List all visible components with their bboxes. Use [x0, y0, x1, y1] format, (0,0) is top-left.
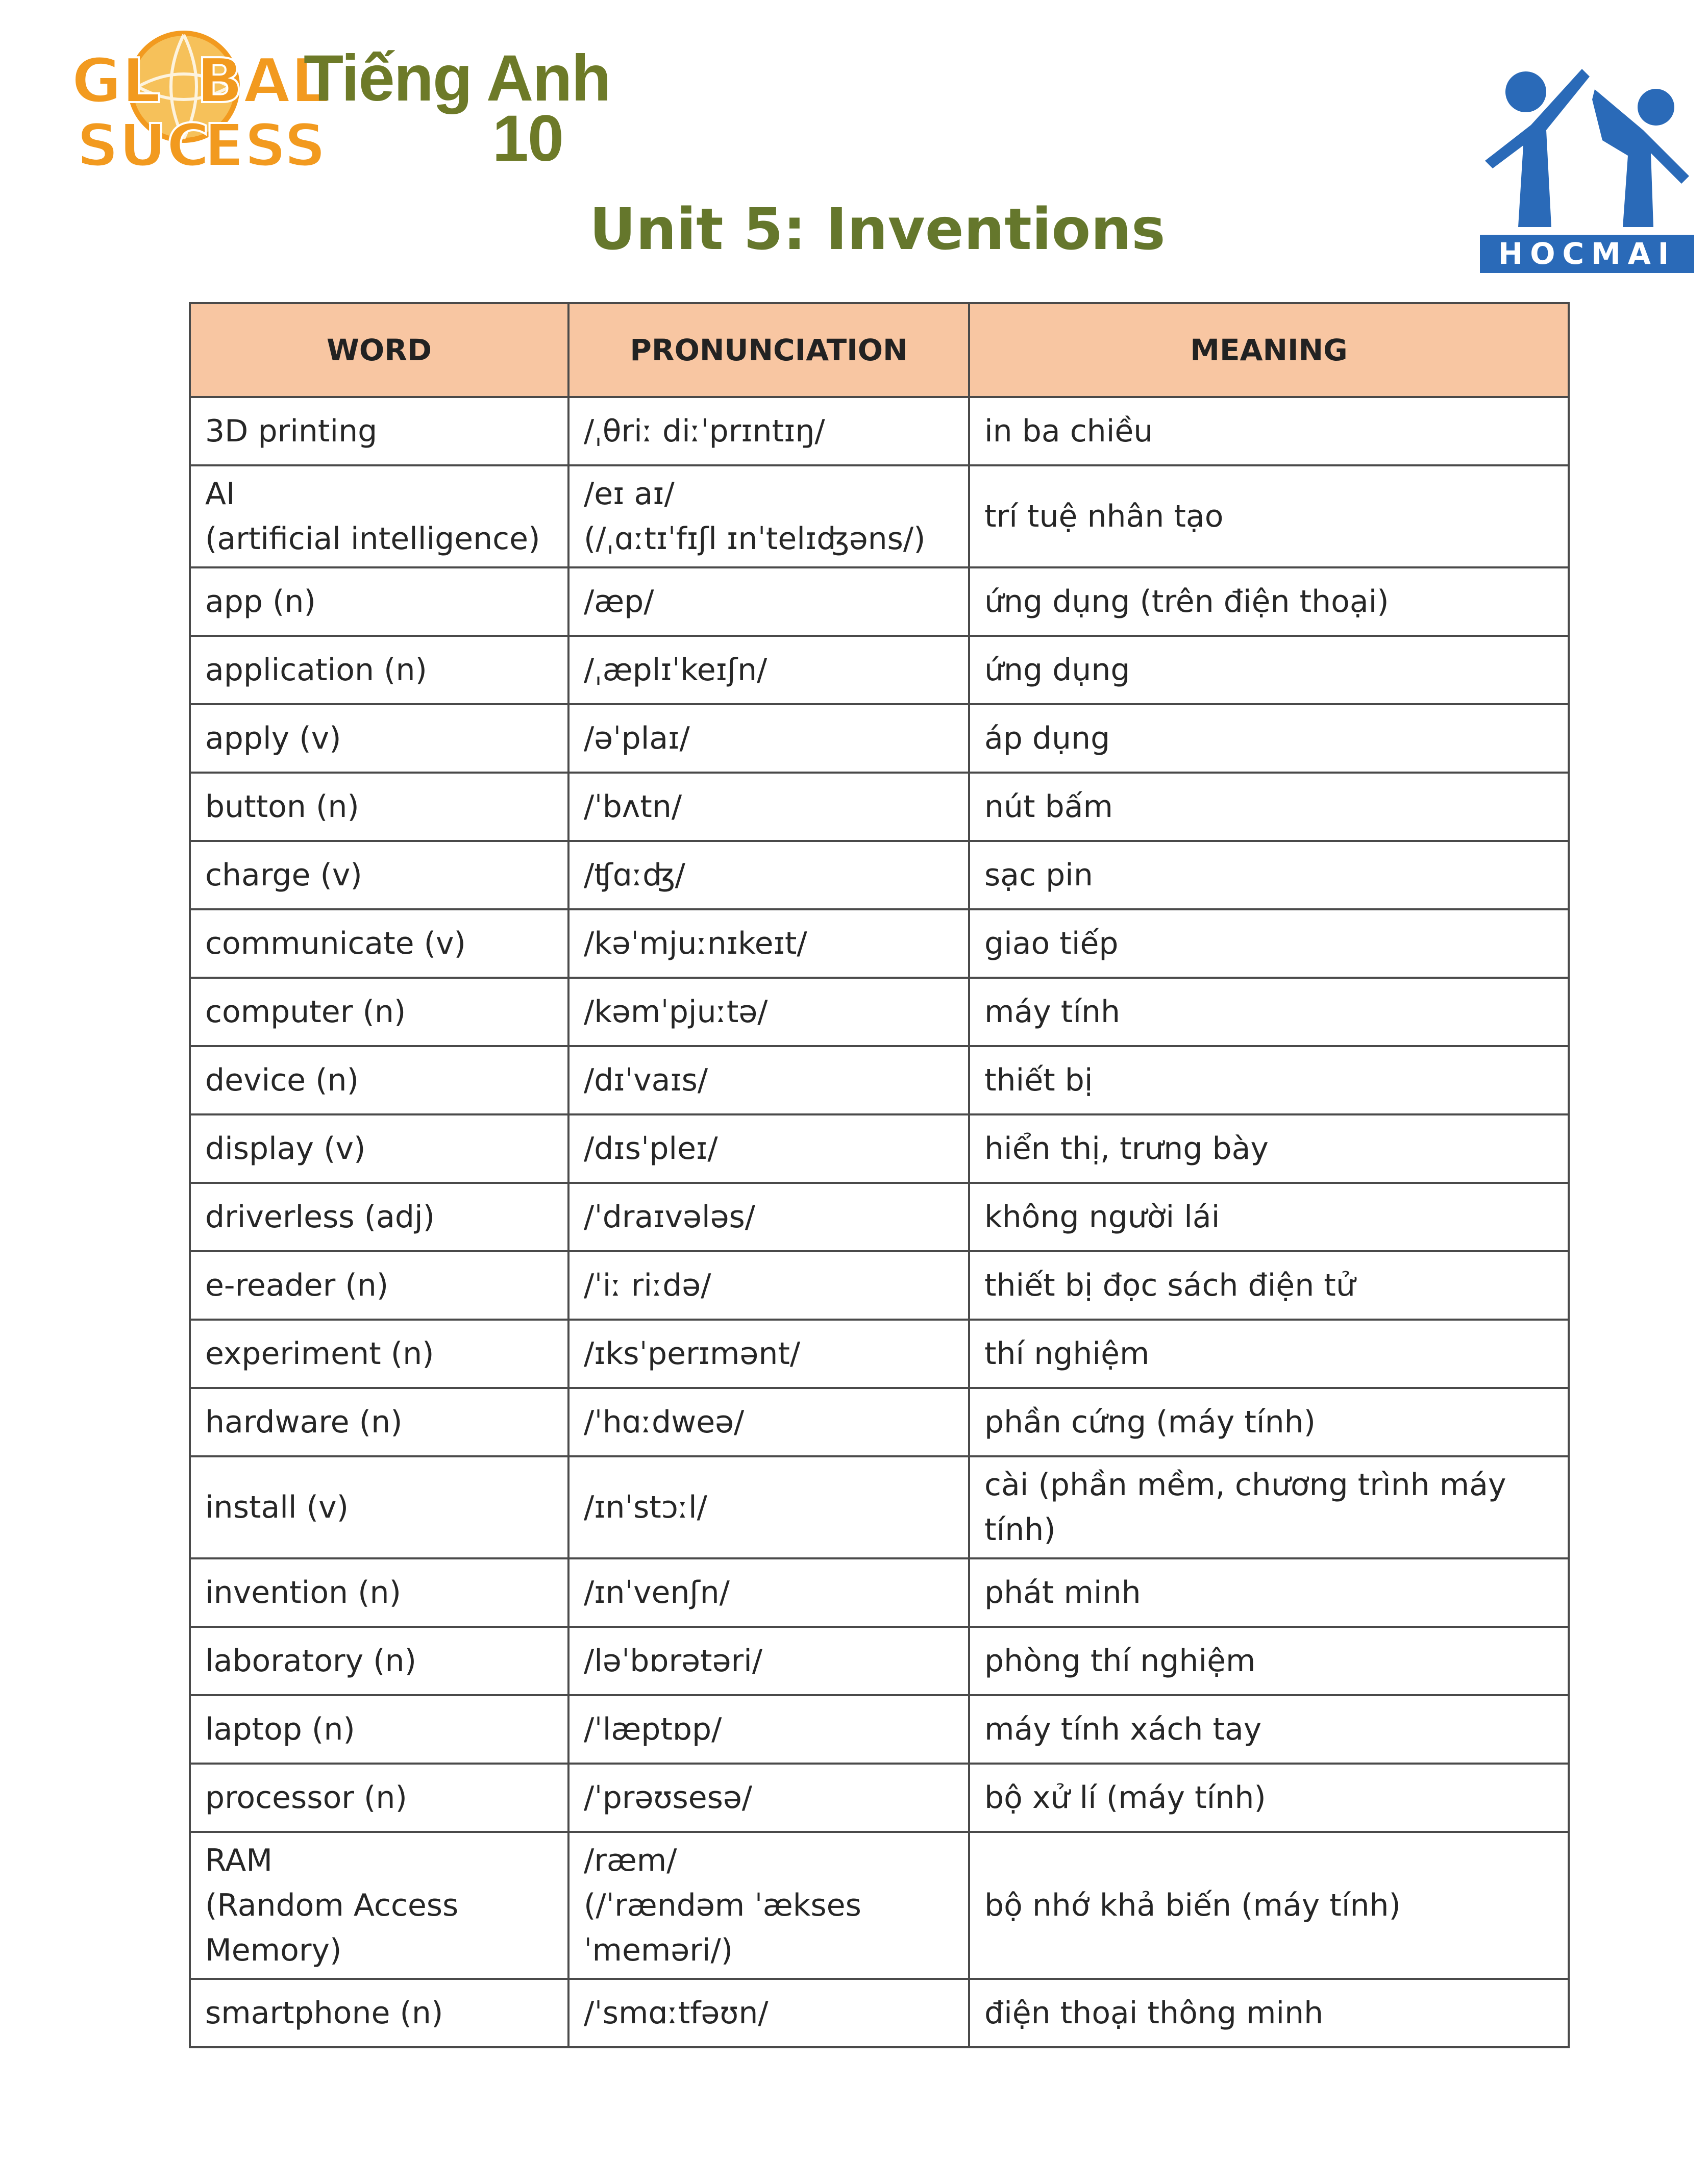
pronunciation-cell-line: /ˌæplɪˈkeɪʃn/ — [584, 652, 768, 688]
meaning-cell-line: ứng dụng — [984, 652, 1130, 688]
meaning-cell-line: ứng dụng (trên điện thoại) — [984, 584, 1389, 619]
word-cell-line: apply (v) — [205, 721, 341, 756]
meaning-cell-line: thí nghiệm — [984, 1336, 1150, 1372]
word-cell — [190, 1320, 568, 1388]
table-row — [190, 1320, 1569, 1388]
meaning-cell-line: thiết bị — [984, 1062, 1093, 1098]
table-row — [190, 841, 1569, 909]
vocabulary-table — [189, 302, 1570, 2048]
word-cell-line: device (n) — [205, 1062, 359, 1098]
pronunciation-cell — [568, 704, 969, 773]
word-cell-line: computer (n) — [205, 994, 406, 1030]
meaning-cell-line: bộ nhớ khả biến (máy tính) — [984, 1888, 1401, 1923]
meaning-cell — [969, 1388, 1569, 1456]
table-body — [190, 397, 1569, 2047]
meaning-cell-line: in ba chiều — [984, 413, 1153, 449]
pronunciation-cell — [568, 1764, 969, 1832]
meaning-cell-line: không người lái — [984, 1199, 1220, 1235]
table-row — [190, 1251, 1569, 1320]
pronunciation-cell-line: /ˈsmɑːtfəʊn/ — [584, 1995, 769, 2031]
meaning-cell-line: tính) — [984, 1512, 1056, 1548]
hocmai-wordmark: HOCMAI — [1480, 235, 1694, 273]
meaning-cell-line: giao tiếp — [984, 926, 1119, 961]
pronunciation-cell — [568, 1046, 969, 1114]
word-cell — [190, 704, 568, 773]
table-row — [190, 1388, 1569, 1456]
table-row — [190, 1627, 1569, 1695]
word-cell — [190, 1456, 568, 1558]
word-cell-line: invention (n) — [205, 1575, 401, 1610]
pronunciation-cell-line: /ɪksˈperɪmənt/ — [584, 1336, 801, 1372]
pronunciation-cell-line: /eɪ aɪ/ — [584, 476, 675, 512]
word-cell-line: app (n) — [205, 584, 316, 619]
word-cell — [190, 1627, 568, 1695]
table-row — [190, 909, 1569, 978]
meaning-cell-line: sạc pin — [984, 857, 1093, 893]
meaning-cell — [969, 1320, 1569, 1388]
word-cell — [190, 841, 568, 909]
pronunciation-cell — [568, 909, 969, 978]
pronunciation-cell-line: /æp/ — [584, 584, 654, 619]
pronunciation-cell-line: /ɪnˈstɔːl/ — [584, 1490, 707, 1525]
word-cell-line: communicate (v) — [205, 926, 466, 961]
meaning-cell-line: điện thoại thông minh — [984, 1995, 1324, 2031]
meaning-cell-line: nút bấm — [984, 789, 1113, 825]
pronunciation-cell — [568, 1251, 969, 1320]
meaning-cell-line: bộ xử lí (máy tính) — [984, 1780, 1266, 1816]
global-success-logo-graphic — [66, 26, 330, 180]
meaning-cell — [969, 465, 1569, 567]
table-row — [190, 636, 1569, 704]
meaning-cell-line: phát minh — [984, 1575, 1141, 1610]
word-cell — [190, 1046, 568, 1114]
meaning-cell — [969, 1832, 1569, 1979]
pronunciation-cell-line: /ˈlæptɒp/ — [584, 1711, 722, 1747]
pronunciation-cell — [568, 1832, 969, 1979]
meaning-cell — [969, 1764, 1569, 1832]
meaning-cell — [969, 1695, 1569, 1764]
logo-success-right: ESS — [204, 112, 327, 180]
meaning-cell — [969, 397, 1569, 465]
word-cell — [190, 1114, 568, 1183]
word-cell-line: laptop (n) — [205, 1711, 355, 1747]
meaning-cell-line: máy tính — [984, 994, 1121, 1030]
meaning-cell — [969, 567, 1569, 636]
meaning-cell — [969, 1046, 1569, 1114]
table-row — [190, 1764, 1569, 1832]
word-cell-line: RAM — [205, 1843, 273, 1878]
pronunciation-cell — [568, 978, 969, 1046]
pronunciation-cell-line: /ˌθriː diːˈprɪntɪŋ/ — [584, 413, 825, 449]
book-title-grade: 10 — [492, 102, 563, 175]
word-cell — [190, 1979, 568, 2047]
column-header-pronunciation: PRONUNCIATION — [568, 303, 969, 397]
word-cell — [190, 909, 568, 978]
pronunciation-cell — [568, 841, 969, 909]
word-cell — [190, 465, 568, 567]
pronunciation-cell-line: /dɪsˈpleɪ/ — [584, 1131, 718, 1167]
word-cell — [190, 1388, 568, 1456]
pronunciation-cell-line: /ræm/ — [584, 1843, 677, 1878]
logo-global-left: GL — [71, 46, 161, 117]
table-row — [190, 1114, 1569, 1183]
meaning-cell — [969, 636, 1569, 704]
pronunciation-cell-line: /dɪˈvaɪs/ — [584, 1062, 708, 1098]
pronunciation-cell — [568, 1627, 969, 1695]
table-header-row — [190, 303, 1569, 397]
table-row — [190, 1832, 1569, 1979]
pronunciation-cell-line: /ˈprəʊsesə/ — [584, 1780, 752, 1816]
pronunciation-cell-line: /ˈiː riːdə/ — [584, 1268, 711, 1303]
table-row — [190, 397, 1569, 465]
logo-global-right: BAL — [196, 46, 330, 117]
hocmai-logo — [1475, 59, 1699, 278]
pronunciation-cell-line: /ʧɑːʤ/ — [584, 857, 685, 893]
pronunciation-cell — [568, 567, 969, 636]
word-cell-line: install (v) — [205, 1490, 349, 1525]
pronunciation-cell-line: /ˈhɑːdweə/ — [584, 1404, 745, 1440]
meaning-cell-line: trí tuệ nhân tạo — [984, 499, 1224, 534]
table-row — [190, 567, 1569, 636]
meaning-cell-line: máy tính xách tay — [984, 1711, 1262, 1747]
word-cell — [190, 1695, 568, 1764]
word-cell — [190, 1764, 568, 1832]
word-cell-line: 3D printing — [205, 413, 378, 449]
word-cell — [190, 1183, 568, 1251]
word-cell — [190, 1251, 568, 1320]
table-row — [190, 1183, 1569, 1251]
pronunciation-cell-line: /ˈdraɪvələs/ — [584, 1199, 756, 1235]
pronunciation-cell-line: (/ˌɑːtɪˈfɪʃl ɪnˈtelɪʤəns/) — [584, 521, 926, 557]
word-cell — [190, 636, 568, 704]
logo-success-left: SUC — [77, 112, 210, 180]
pronunciation-cell — [568, 465, 969, 567]
word-cell-line: display (v) — [205, 1131, 366, 1167]
meaning-cell — [969, 1558, 1569, 1627]
word-cell-line: button (n) — [205, 789, 359, 825]
word-cell-line: driverless (adj) — [205, 1199, 435, 1235]
pronunciation-cell — [568, 1388, 969, 1456]
pronunciation-cell-line: /əˈplaɪ/ — [584, 721, 690, 756]
page-title: Unit 5: Inventions — [589, 196, 1166, 263]
word-cell-line: processor (n) — [205, 1780, 407, 1816]
word-cell — [190, 397, 568, 465]
book-title — [304, 41, 610, 175]
word-cell — [190, 567, 568, 636]
word-cell-line: AI — [205, 476, 235, 512]
column-header-word: WORD — [190, 303, 568, 397]
word-cell — [190, 978, 568, 1046]
word-cell-line: hardware (n) — [205, 1404, 403, 1440]
pronunciation-cell — [568, 636, 969, 704]
pronunciation-cell — [568, 397, 969, 465]
meaning-cell — [969, 773, 1569, 841]
book-title-line1: Tiếng Anh — [304, 42, 610, 115]
table-row — [190, 1456, 1569, 1558]
meaning-cell — [969, 1251, 1569, 1320]
word-cell-line: application (n) — [205, 652, 427, 688]
meaning-cell — [969, 1456, 1569, 1558]
meaning-cell — [969, 1627, 1569, 1695]
pronunciation-cell — [568, 1114, 969, 1183]
table-row — [190, 1046, 1569, 1114]
meaning-cell-line: thiết bị đọc sách điện tử — [984, 1268, 1355, 1303]
word-cell-line: (artificial intelligence) — [205, 521, 540, 557]
word-cell — [190, 1558, 568, 1627]
meaning-cell — [969, 1979, 1569, 2047]
meaning-cell — [969, 978, 1569, 1046]
meaning-cell — [969, 1183, 1569, 1251]
pronunciation-cell-line: ˈmeməri/) — [584, 1932, 733, 1968]
word-cell-line: Memory) — [205, 1932, 342, 1968]
table-row — [190, 773, 1569, 841]
meaning-cell-line: cài (phần mềm, chương trình máy — [984, 1467, 1506, 1503]
table-row — [190, 1695, 1569, 1764]
word-cell-line: smartphone (n) — [205, 1995, 443, 2031]
word-cell-line: (Random Access — [205, 1888, 459, 1923]
table-row — [190, 465, 1569, 567]
meaning-cell-line: phòng thí nghiệm — [984, 1643, 1256, 1679]
table-row — [190, 1979, 1569, 2047]
pronunciation-cell-line: /ɪnˈvenʃn/ — [584, 1575, 730, 1610]
meaning-cell — [969, 1114, 1569, 1183]
pronunciation-cell — [568, 1320, 969, 1388]
pronunciation-cell-line: /kəˈmjuːnɪkeɪt/ — [584, 926, 807, 961]
hocmai-figures-icon — [1475, 59, 1699, 232]
table-row — [190, 978, 1569, 1046]
word-cell-line: laboratory (n) — [205, 1643, 416, 1679]
meaning-cell-line: phần cứng (máy tính) — [984, 1404, 1316, 1440]
pronunciation-cell-line: /ləˈbɒrətəri/ — [584, 1643, 763, 1679]
pronunciation-cell-line: /ˈbʌtn/ — [584, 789, 682, 825]
table-row — [190, 1558, 1569, 1627]
word-cell-line: experiment (n) — [205, 1336, 434, 1372]
table-row — [190, 704, 1569, 773]
word-cell — [190, 1832, 568, 1979]
pronunciation-cell — [568, 1183, 969, 1251]
word-cell — [190, 773, 568, 841]
meaning-cell-line: áp dụng — [984, 721, 1110, 756]
meaning-cell — [969, 909, 1569, 978]
pronunciation-cell — [568, 1695, 969, 1764]
pronunciation-cell — [568, 1979, 969, 2047]
pronunciation-cell — [568, 1558, 969, 1627]
meaning-cell-line: hiển thị, trưng bày — [984, 1131, 1269, 1167]
meaning-cell — [969, 704, 1569, 773]
column-header-meaning: MEANING — [969, 303, 1569, 397]
word-cell-line: e-reader (n) — [205, 1268, 389, 1303]
pronunciation-cell — [568, 1456, 969, 1558]
pronunciation-cell-line: (/ˈrændəm ˈækses — [584, 1888, 861, 1923]
word-cell-line: charge (v) — [205, 857, 362, 893]
pronunciation-cell — [568, 773, 969, 841]
meaning-cell — [969, 841, 1569, 909]
pronunciation-cell-line: /kəmˈpjuːtə/ — [584, 994, 768, 1030]
global-success-logo — [66, 26, 330, 180]
